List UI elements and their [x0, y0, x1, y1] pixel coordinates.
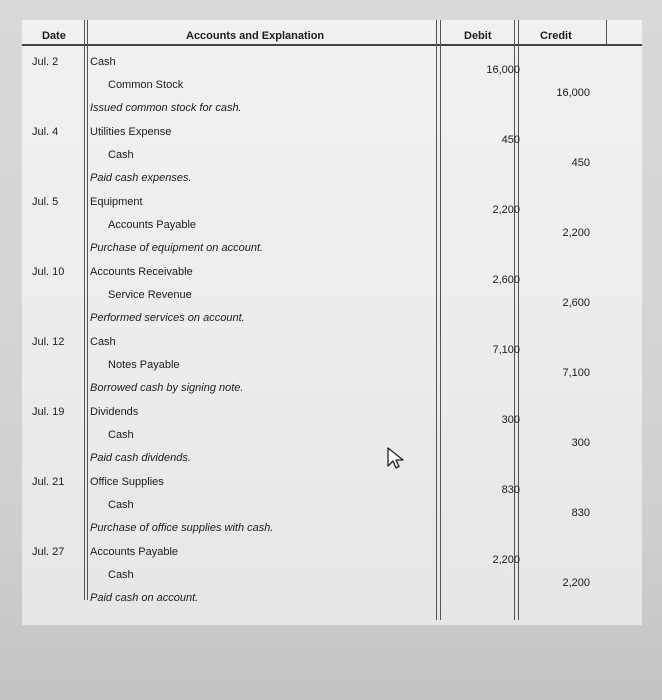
- debit-amount: 7,100: [492, 344, 520, 356]
- table-header: [22, 20, 642, 46]
- journal-sheet: [22, 20, 642, 625]
- entry-explanation: Performed services on account.: [90, 312, 245, 324]
- credit-account: Cash: [108, 429, 134, 441]
- entry-date: Jul. 4: [32, 126, 59, 138]
- credit-account: Cash: [108, 149, 134, 161]
- header-date: Date: [42, 30, 66, 42]
- credit-amount: 2,200: [562, 577, 590, 589]
- entry-explanation: Purchase of equipment on account.: [90, 242, 264, 254]
- entry-date: Jul. 19: [32, 406, 65, 418]
- entry-explanation: Purchase of office supplies with cash.: [90, 522, 274, 534]
- journal-entry: [22, 546, 642, 616]
- header-credit: Credit: [540, 30, 572, 42]
- credit-account: Common Stock: [108, 79, 184, 91]
- debit-account: Equipment: [90, 196, 143, 208]
- credit-amount: 830: [571, 507, 590, 519]
- entry-explanation: Paid cash dividends.: [90, 452, 191, 464]
- journal-entry: [22, 196, 642, 266]
- credit-amount: 16,000: [556, 87, 590, 99]
- entry-date: Jul. 5: [32, 196, 59, 208]
- debit-amount: 2,200: [492, 554, 520, 566]
- debit-amount: 16,000: [486, 64, 520, 76]
- journal-entry: [22, 56, 642, 126]
- debit-account: Utilities Expense: [90, 126, 172, 138]
- debit-account: Accounts Payable: [90, 546, 179, 558]
- credit-account: Accounts Payable: [108, 219, 197, 231]
- credit-amount: 2,600: [562, 297, 590, 309]
- entry-date: Jul. 21: [32, 476, 65, 488]
- credit-account: Cash: [108, 569, 134, 581]
- debit-account: Office Supplies: [90, 476, 164, 488]
- entry-explanation: Paid cash on account.: [90, 592, 199, 604]
- debit-amount: 2,600: [492, 274, 520, 286]
- debit-amount: 830: [501, 484, 520, 496]
- journal-entry: [22, 336, 642, 406]
- debit-account: Dividends: [90, 406, 139, 418]
- credit-amount: 300: [571, 437, 590, 449]
- debit-account: Cash: [90, 56, 116, 68]
- mouse-cursor-icon: [386, 446, 404, 470]
- divider-credit: [606, 20, 607, 44]
- credit-account: Service Revenue: [108, 289, 192, 301]
- entry-explanation: Borrowed cash by signing note.: [90, 382, 244, 394]
- header-debit: Debit: [464, 30, 492, 42]
- debit-amount: 300: [501, 414, 520, 426]
- entry-date: Jul. 10: [32, 266, 65, 278]
- entry-date: Jul. 27: [32, 546, 65, 558]
- credit-amount: 2,200: [562, 227, 590, 239]
- journal-entry: [22, 126, 642, 196]
- journal-entry: [22, 476, 642, 546]
- debit-amount: 2,200: [492, 204, 520, 216]
- credit-amount: 450: [571, 157, 590, 169]
- entry-date: Jul. 12: [32, 336, 65, 348]
- entry-explanation: Paid cash expenses.: [90, 172, 192, 184]
- entry-explanation: Issued common stock for cash.: [90, 102, 242, 114]
- credit-account: Cash: [108, 499, 134, 511]
- debit-account: Cash: [90, 336, 116, 348]
- debit-amount: 450: [501, 134, 520, 146]
- credit-account: Notes Payable: [108, 359, 180, 371]
- journal-entry: [22, 266, 642, 336]
- header-accounts: Accounts and Explanation: [186, 30, 325, 42]
- journal-entry: [22, 406, 642, 476]
- entry-date: Jul. 2: [32, 56, 59, 68]
- debit-account: Accounts Receivable: [90, 266, 193, 278]
- credit-amount: 7,100: [562, 367, 590, 379]
